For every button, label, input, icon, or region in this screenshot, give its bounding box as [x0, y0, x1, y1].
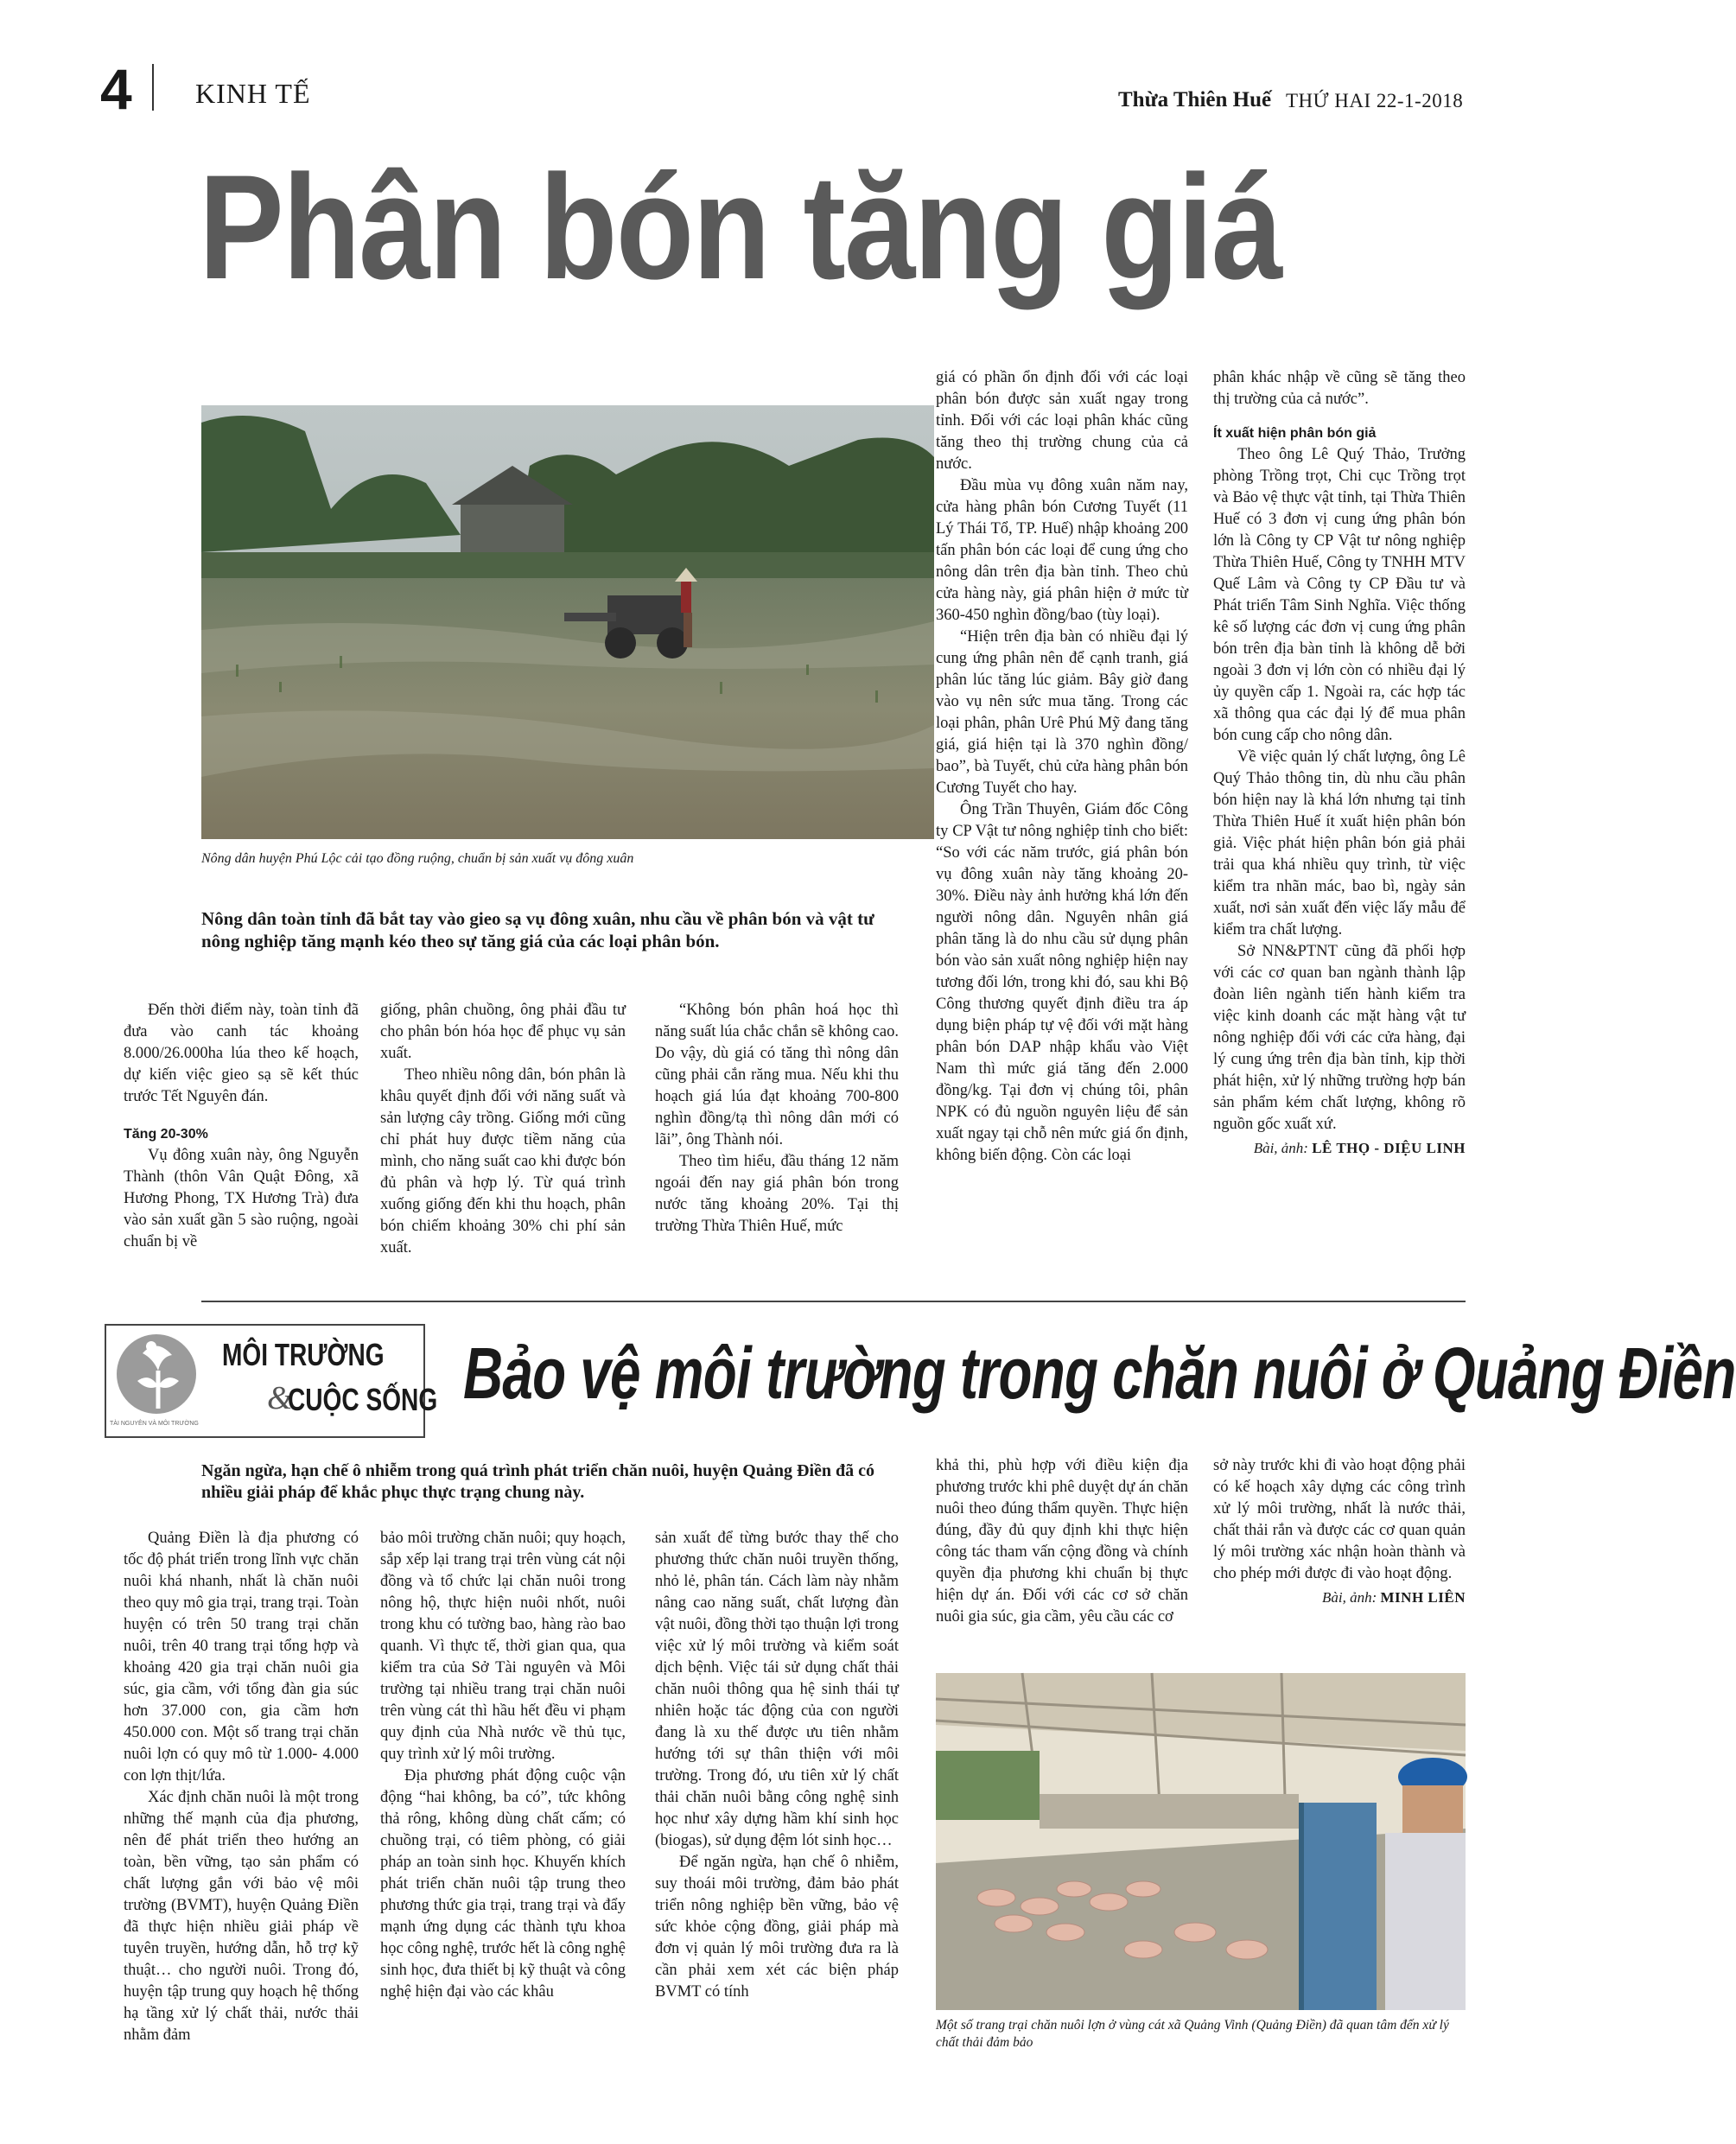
article2-column-4: [936, 1455, 1188, 1628]
paragraph: Quảng Điền là địa phương có tốc độ phát triển trong lĩnh vực chăn nuôi khá nhanh, nhất là chăn nuôi theo quy mô gia trại, trang trại. Toàn huyện có trên 50 trang trại chăn nuôi, trên 40 trang trại tổng hợp và khoảng 420 gia trại chăn nuôi gia súc, gia cầm, với tổng đàn gia súc hơn 37.000 con, gia cầm hơn 450.000 con. Một số trang trại chăn nuôi lợn có quy mô từ 1.000- 4.000 con lợn thịt/lứa.: [124, 1530, 359, 1785]
paragraph: sở này trước khi đi vào hoạt động phải có kế hoạch xây dựng các công trình xử lý môi trường, nhất là nước thải, chất thải rắn và được các cơ quan quản lý môi trường xác nhận hoàn thành và cho phép mới được đi vào hoạt động.: [1213, 1457, 1466, 1582]
rubric-line2: CUỘC SỐNG: [288, 1382, 438, 1417]
section-name: KINH TẾ: [195, 78, 311, 109]
page-number: 4: [100, 57, 132, 121]
paragraph: Sở NN&PTNT cũng đã phối hợp với các cơ quan ban ngành thành lập đoàn liên ngành tiến hành kiểm tra việc kinh doanh các mặt hàng vật tư nông nghiệp đối với các cửa hàng, đại lý cung ứng trên địa bàn tỉnh, kịp thời phát hiện, xử lý những trường hợp bán sản phẩm kém chất lượng, không rõ nguồn gốc xuất xứ.: [1213, 943, 1466, 1133]
rubric-logo-text: TÀI NGUYÊN VÀ MÔI TRƯỜNG: [110, 1421, 199, 1427]
paragraph: Xác định chăn nuôi là một trong những thế mạnh của địa phương, nên để phát triển theo hướng an toàn, bền vững, tạo sản phẩm có chất lượng gắn với bảo vệ môi trường (BVMT), huyện Quảng Điền đã thực hiện nhiều giải pháp về tuyên truyền, hướng dẫn, hỗ trợ kỹ thuật… cho người nuôi. Trong đó, huyện tập trung quy hoạch hệ thống hạ tầng xử lý chất thải, nước thải nhằm đảm: [124, 1789, 359, 2044]
article1-headline: Phân bón tăng giá: [199, 144, 1281, 310]
photo1-caption: Nông dân huyện Phú Lộc cải tạo đồng ruộng, chuẩn bị sản xuất vụ đông xuân: [201, 851, 634, 866]
pig-farm-photo: [936, 1673, 1466, 2010]
paragraph: Theo tìm hiểu, đầu tháng 12 năm ngoái đến nay giá phân bón trong nước tăng khoảng 20%. Tại thị trường Thừa Thiên Huế, mức: [655, 1153, 899, 1235]
article1-column-1: [124, 1000, 359, 1253]
article-separator: [201, 1301, 1466, 1302]
subhead-it-xuat-hien: Ít xuất hiện phân bón giả: [1213, 426, 1377, 441]
article2-column-1: [124, 1528, 359, 2046]
rubric-box: [105, 1324, 438, 1438]
article1-byline: [1213, 1137, 1466, 1159]
paragraph: khả thi, phù hợp với điều kiện địa phương trước khi phê duyệt dự án chăn nuôi theo đúng thẩm quyền. Thực hiện đúng, đầy đủ quy định khi thực hiện công tác tham vấn cộng đồng và chính quyền địa phương khi chuẩn bị thực hiện dự án. Đối với các cơ sở chăn nuôi gia súc, gia cầm, yêu cầu các cơ: [936, 1457, 1188, 1625]
paragraph: “Không bón phân hoá học thì năng suất lúa chắc chắn sẽ không cao. Do vậy, dù giá có tăng thì nông dân cũng phải cắn răng mua. Nếu khi thu hoạch giá lúa đạt khoảng 700-800 nghìn đồng/tạ thì nông dân mới có lãi”, ông Thành nói.: [655, 1002, 899, 1148]
paragraph: sản xuất để từng bước thay thế cho phương thức chăn nuôi truyền thống, nhỏ lẻ, phân tán. Cách làm này nhằm nâng cao năng suất, chất lượng đàn vật nuôi, đồng thời tạo thuận lợi trong việc xử lý môi trường và kiểm soát dịch bệnh. Việc tái sử dụng chất thải chăn nuôi thông qua hệ sinh thái tự nhiên hoặc tác động của con người đang là xu thế được ưu tiên nhằm hướng tới sự thân thiện với môi trường. Trong đó, ưu tiên xử lý chất thải chăn nuôi bằng công nghệ sinh học như xây dựng hầm khí sinh học (biogas), sử dụng đệm lót sinh học…: [655, 1530, 899, 1849]
paragraph: Đầu mùa vụ đông xuân năm nay, cửa hàng phân bón Cương Tuyết (11 Lý Thái Tổ, TP. Huế) nhập khoảng 200 tấn phân bón các loại để cung ứng cho nông dân trên địa bàn tỉnh. Theo chủ cửa hàng này, giá phân hiện ở mức từ 360-450 nghìn đồng/bao (tùy loại).: [936, 477, 1188, 624]
article2-byline: [1213, 1587, 1466, 1608]
rice-field-photo: [201, 405, 934, 839]
byline-prefix: Bài, ảnh:: [1321, 1589, 1377, 1606]
paragraph: Về việc quản lý chất lượng, ông Lê Quý Thảo thông tin, dù nhu cầu phân bón hiện nay là khá lớn nhưng tại tỉnh Thừa Thiên Huế ít xuất hiện phân bón giả. Việc phát hiện phân bón giả phải trải qua khá nhiều quy trình, từ việc kiểm tra nhãn mác, bao bì, ngày sản xuất, nơi sản xuất đến việc lấy mẫu để kiểm tra chất lượng.: [1213, 748, 1466, 938]
article2-column-5: [1213, 1455, 1466, 1608]
paragraph: Theo nhiều nông dân, bón phân là khâu quyết định đối với năng suất và sản lượng cây trồng. Giống mới cũng chỉ phát huy được tiềm năng của mình, cho năng suất cao khi được bón đủ phân và hợp lý. Từ quá trình xuống giống đến khi thu hoạch, phân bón chiếm khoảng 30% chi phí sản xuất.: [380, 1066, 626, 1256]
paragraph: Đến thời điểm này, toàn tỉnh đã đưa vào canh tác khoảng 8.000/26.000ha lúa theo kế hoạch, dự kiến việc gieo sạ sẽ kết thúc trước Tết Nguyên đán.: [124, 1002, 359, 1105]
paragraph: phân khác nhập về cũng sẽ tăng theo thị trường của cả nước”.: [1213, 369, 1466, 408]
byline-names: LÊ THỌ - DIỆU LINH: [1312, 1140, 1466, 1156]
paragraph: Vụ đông xuân này, ông Nguyễn Thành (thôn Vân Quật Đông, xã Hương Phong, TX Hương Trà) đưa vào sản xuất gần 5 sào ruộng, ngoài chuẩn bị về: [124, 1147, 359, 1250]
article2-column-3: [655, 1528, 899, 2003]
article1-column-3: [655, 1000, 899, 1237]
paper-name: Thừa Thiên Huế: [1118, 88, 1272, 111]
paragraph: bảo môi trường chăn nuôi; quy hoạch, sắp xếp lại trang trại trên vùng cát nội đồng và tổ chức lại chăn nuôi trong nông hộ, thực hiện nuôi nhốt, nuôi trong khu có tường bao, hàng rào bao quanh. Vì thực tế, thời gian qua, qua kiểm tra của Sở Tài nguyên và Môi trường tại nhiều trang trại chăn nuôi trên vùng cát thì hầu hết đều vi phạm quy định của Nhà nước về thủ tục, quy trình xử lý môi trường.: [380, 1530, 626, 1763]
article2-column-2: [380, 1528, 626, 2003]
byline-names: MINH LIÊN: [1380, 1589, 1466, 1606]
paragraph: giá có phần ổn định đối với các loại phân bón được sản xuất ngay trong tỉnh. Đối với các loại phân khác cũng tăng theo thị trường chung của cả nước.: [936, 369, 1188, 473]
paragraph: giống, phân chuồng, ông phải đầu tư cho phân bón hóa học để phục vụ sản xuất.: [380, 1002, 626, 1062]
paragraph: Theo ông Lê Quý Thảo, Trưởng phòng Trồng trọt, Chi cục Trồng trọt và Bảo vệ thực vật tỉnh, tại Thừa Thiên Huế có 3 đơn vị cung ứng phân bón lớn là Công ty CP Vật tư nông nghiệp Thừa Thiên Huế, Công ty TNHH MTV Quế Lâm và Công ty CP Đầu tư và Phát triển Tâm Sinh Nghĩa. Việc thống kê số lượng các đơn vị cung ứng phân bón trên địa bàn tỉnh là không dễ bởi ngoài 3 đơn vị lớn còn có nhiều đại lý ủy quyền cấp 1. Ngoài ra, các hợp tác xã thông qua các đại lý để mua phân bón cung cấp cho nông dân.: [1213, 446, 1466, 744]
article2-lead: Ngăn ngừa, hạn chế ô nhiễm trong quá trình phát triển chăn nuôi, huyện Quảng Điền đã có nhiều giải pháp để khắc phục thực trạng chung này.: [201, 1461, 875, 1502]
photo2-caption: Một số trang trại chăn nuôi lợn ở vùng cát xã Quảng Vinh (Quảng Điền) đã quan tâm đến xử lý chất thải đảm bảo: [936, 2018, 1449, 2050]
article1-column-4: [936, 367, 1188, 1167]
article2-headline: Bảo vệ môi trường trong chăn nuôi ở Quảng Điền: [463, 1333, 1736, 1414]
environment-logo-icon: [111, 1329, 207, 1433]
paragraph: Địa phương phát động cuộc vận động “hai không, ba có”, tức không thả rông, không dùng chất cấm; có chuồng trại, có tiêm phòng, có giải pháp an toàn sinh học. Khuyến khích phát triển chăn nuôi tập trung theo phương thức gia trại, trang trại và đẩy mạnh ứng dụng các thành tựu khoa học công nghệ, trước hết là công nghệ sinh học, đưa thiết bị kỹ thuật và công nghệ hiện đại vào các khâu: [380, 1767, 626, 2001]
header-divider: [152, 64, 154, 111]
article1-column-2: [380, 1000, 626, 1259]
paragraph: “Hiện trên địa bàn có nhiều đại lý cung ứng phân nên để cạnh tranh, giá phân lúc tăng lúc giảm. Bây giờ đang vào vụ nên sức mua tăng. Trong các loại phân, phân Urê Phú Mỹ đang tăng giá, giá hiện tại là 370 nghìn đồng/ bao”, bà Tuyết, chủ cửa hàng phân bón Cương Tuyết cho hay.: [936, 628, 1188, 797]
article1-column-5: [1213, 367, 1466, 1159]
byline-prefix: Bài, ảnh:: [1253, 1140, 1308, 1156]
subhead-tang-20-30: Tăng 20-30%: [124, 1127, 208, 1142]
article1-lead: Nông dân toàn tỉnh đã bắt tay vào gieo sạ vụ đông xuân, nhu cầu về phân bón và vật tư nông nghiệp tăng mạnh kéo theo sự tăng giá của các loại phân bón.: [201, 908, 874, 951]
issue-date: THỨ HAI 22-1-2018: [1286, 90, 1464, 111]
paragraph: Ông Trần Thuyên, Giám đốc Công ty CP Vật tư nông nghiệp tỉnh cho biết: “So với các năm trước, giá phân bón vụ đông xuân này tăng khoảng 20-30%. Điều này ảnh hưởng khá lớn đến người nông dân. Nguyên nhân giá phân tăng là do nhu cầu sử dụng phân bón vào sản xuất nông nghiệp hiện nay tương đối lớn, trong khi đó, sau khi Bộ Công thương quyết định điều tra áp dụng biện pháp tự vệ đối với mặt hàng phân bón DAP nhập khẩu vào Việt Nam thì mức giá tăng đến 2.000 đồng/kg. Tại đơn vị chúng tôi, phân NPK có đủ nguồn nguyên liệu để sản xuất ngay tại chỗ nên mức giá ổn định, không biến động. Còn các loại: [936, 801, 1188, 1164]
rubric-line1: MÔI TRƯỜNG: [222, 1337, 385, 1372]
rubric-ampersand: &: [267, 1380, 293, 1416]
paragraph: Để ngăn ngừa, hạn chế ô nhiễm, suy thoái môi trường, đảm bảo phát triển nông nghiệp bền vững, bảo vệ sức khỏe cộng đồng, giải pháp mà đơn vị quản lý môi trường đưa ra là cần phải xem xét các biện pháp BVMT có tính: [655, 1854, 899, 2001]
